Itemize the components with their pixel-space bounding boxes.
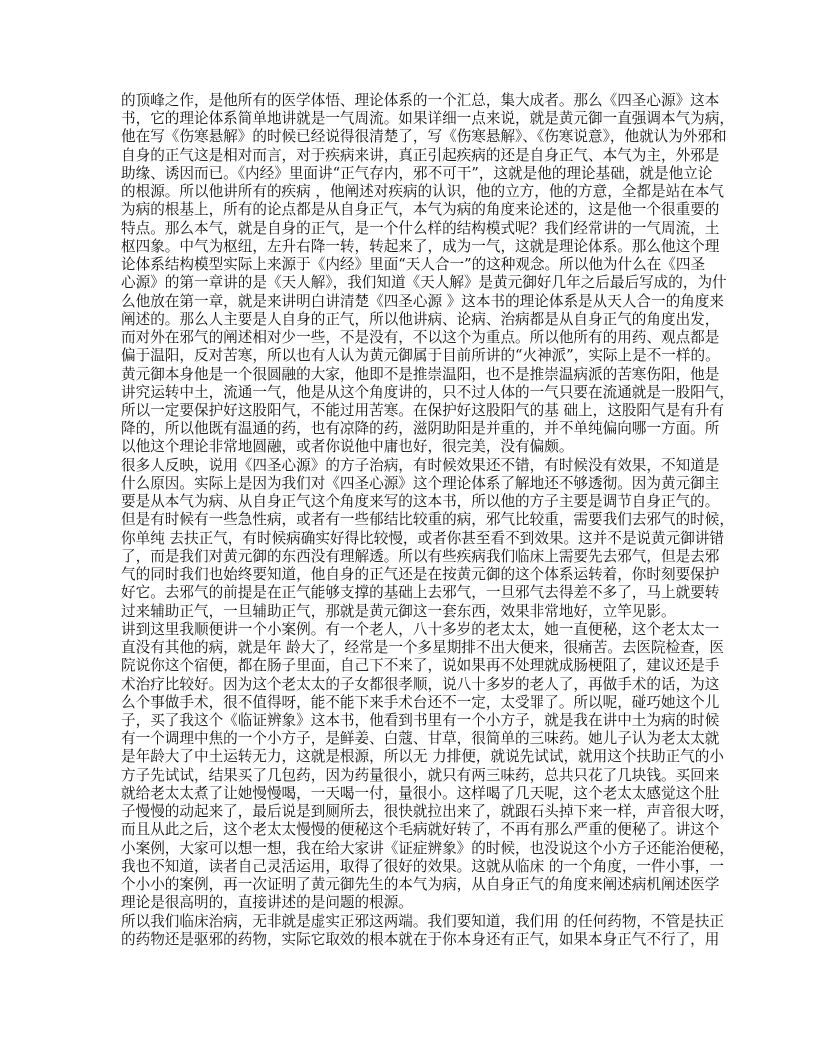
- text-line: 的药物还是驱邪的药物，实际它取效的根本就在于你本身还有正气，如果本身正气不行了，用: [121, 930, 720, 948]
- text-line: 所以一定要保护好这股阳气，不能过用苦寒。在保护好这股阳气的基 础上，这股阳气是有升有: [121, 401, 724, 419]
- text-line: 理论是很高明的，直接讲述的是问题的根源。: [121, 894, 413, 912]
- text-line: 气的同时我们也始终要知道，他自身的正气还是在按黄元御的这个体系运转着，你时刻要保护: [121, 566, 720, 584]
- text-line: 书，它的理论体系简单地讲就是一气周流。如果详细一点来说，就是黄元御一直强调本气为病，: [121, 110, 734, 128]
- text-line: 小案例，大家可以想一想，我在给大家讲《证症辨象》的时候，也没说这个小方子还能治便秘，: [121, 839, 734, 857]
- text-line: 子慢慢的动起来了，最后说是到厕所去，很快就拉出来了，就跟石头掉下来一样，声音很大呀，: [121, 803, 734, 821]
- text-line: 么个事做手术，很不值得呀，能不能下来手术台还不一定，太受罪了。所以呢，碰巧她这个儿: [121, 693, 720, 711]
- text-line: 院说你这个宿便，都在肠子里面，自己下不来了，说如果再不处理就成肠梗阻了，建议还是手: [121, 657, 720, 675]
- text-line: 偏于温阳，反对苦寒，所以也有人认为黄元御属于目前所讲的“火神派”，实际上是不一样的。: [121, 347, 720, 365]
- text-line: 什么原因。实际上是因为我们对《四圣心源》这个理论体系了解地还不够透彻。因为黄元御主: [121, 474, 720, 492]
- text-line: 但是有时候有一些急性病，或者有一些郁结比较重的病，邪气比较重，需要我们去邪气的时候，: [121, 511, 734, 529]
- text-line: 好它。去邪气的前提是在正气能够支撑的基础上去邪气，一旦邪气去得差不多了，马上就要转: [121, 584, 720, 602]
- text-line: 讲到这里我顺便讲一个小案例。有一个老人，八十多岁的老太太，她一直便秘，这个老太太一: [121, 620, 720, 638]
- paragraph: [121, 456, 734, 621]
- text-line: 很多人反映，说用《四圣心源》的方子治病，有时候效果还不错，有时候没有效果，不知道是: [121, 456, 720, 474]
- text-line: 讲究运转中土，流通一气，他是从这个角度讲的，只不过人体的一气只要在流通就是一股阳气，: [121, 383, 734, 401]
- text-line: 自身的正气这是相对而言，对于疾病来讲，真正引起疾病的还是自身正气、本气为主，外邪是: [121, 146, 720, 164]
- text-line: 为病的根基上，所有的论点都是从自身正气，本气为病的角度来论述的，这是他一个很重要的: [121, 201, 720, 219]
- text-line: 特点。那么本气，就是自身的正气，是一个什么样的结构模式呢？我们经常讲的一气周流，土: [121, 219, 720, 237]
- text-line: 过来辅助正气，一旦辅助正气，那就是黄元御这一套东西，效果非常地好，立竿见影。: [121, 602, 676, 620]
- text-line: 而且从此之后，这个老太太慢慢的便秘这个毛病就好转了，不再有那么严重的便秘了。讲这个: [121, 821, 720, 839]
- text-line: 心源》的第一章讲的是《天人解》，我们知道《天人解》是黄元御好几年之后最后写成的，为什: [121, 274, 727, 292]
- text-line: 所以我们临床治病，无非就是虚实正邪这两端。我们要知道，我们用 的任何药物，不管是扶正: [121, 912, 724, 930]
- text-line: 子，买了我这个《临证辨象》这本书，他看到书里有一个小方子，就是我在讲中土为病的时候: [121, 711, 720, 729]
- text-line: 的根源。所以他讲所有的疾病 ，他阐述对疾病的认识，他的立方，他的方意，全都是站在本气: [121, 183, 724, 201]
- text-line: 黄元御本身他是一个很圆融的大家，他即不是推崇温阳，也不是推崇温病派的苦寒伤阳，他是: [121, 365, 720, 383]
- paragraph: [121, 620, 734, 913]
- text-line: 的顶峰之作，是他所有的医学体悟、理论体系的一个汇总，集大成者。那么《四圣心源》这本: [121, 92, 720, 109]
- text-line: 个小小的案例，再一次证明了黄元御先生的本气为病，从自身正气的角度来阐述病机阐述医学: [121, 876, 720, 894]
- text-line: 有一个调理中焦的一个小方子，是鲜姜、白蔻、甘草，很简单的三味药。她儿子认为老太太就: [121, 730, 720, 748]
- text-line: 你单纯 去扶正气，有时候病确实好得比较慢，或者你甚至看不到效果。这并不是说黄元御讲错: [121, 529, 724, 547]
- paragraph: [121, 92, 734, 457]
- text-line: 降的，所以他既有温通的药，也有凉降的药，滋阴助阳是并重的，并不单纯偏向哪一方面。所: [121, 420, 720, 438]
- text-line: 术治疗比较好。因为这个老太太的子女都很孝顺，说八十多岁的老人了，再做手术的话，为这: [121, 675, 720, 693]
- text-line: 阐述的。那么人主要是人自身的正气，所以他讲病、论病、治病都是从自身正气的角度出发，: [121, 310, 720, 328]
- text-line: 而对外在邪气的阐述相对少一些，不是没有，不以这个为重点。所以他所有的用药、观点都是: [121, 329, 720, 347]
- text-line: 方子先试试，结果买了几包药，因为药量很小，就只有两三味药，总共只花了几块钱。买回来: [121, 766, 720, 784]
- text-line: 直没有其他的病，就是年 龄大了，经常是一个多星期排不出大便来，很痛苦。去医院检查，医: [121, 639, 724, 657]
- text-line: 是年龄大了中土运转无力，这就是根源，所以无 力排便，就说先试试，就用这个扶助正气的小: [121, 748, 724, 766]
- text-line: 我也不知道，读者自己灵活运用，取得了很好的效果。这就从临床 的一个角度，一件小事，一: [121, 857, 724, 875]
- text-line: 论体系结构模型实际上来源于《内经》里面“天人合一”的这种观念。所以他为什么在《四圣: [121, 256, 706, 274]
- text-line: 么他放在第一章，就是来讲明白讲清楚《四圣心源 》这本书的理论体系是从天人合一的角度来: [121, 292, 724, 310]
- text-line: 助缘、诱因而已。《内经》里面讲“正气存内，邪不可干”，这就是他的理论基础，就是他立论: [121, 164, 713, 182]
- text-line: 就给老太太煮了让她慢慢喝，一天喝一付，量很小。这样喝了几天呢，这个老太太感觉这个肚: [121, 784, 720, 802]
- text-line: 枢四象。中气为枢纽，左升右降一转，转起来了，成为一气，这就是理论体系。那么他这个理: [121, 237, 720, 255]
- text-line: 他在写《伤寒悬解》的时候已经说得很清楚了，写《伤寒悬解》、《伤寒说意》，他就认为外邪和: [121, 128, 727, 146]
- text-line: 要是从本气为病、从自身正气这个角度来写的这本书，所以他的方子主要是调节自身正气的。: [121, 493, 720, 511]
- text-line: 以他这个理论非常地圆融，或者你说他中庸也好，很完美，没有偏颇。: [121, 438, 574, 456]
- body-text: [121, 92, 734, 949]
- paragraph: [121, 912, 724, 949]
- text-line: 了，而是我们对黄元御的东西没有理解透。所以有些疾病我们临床上需要先去邪气，但是去邪: [121, 547, 720, 565]
